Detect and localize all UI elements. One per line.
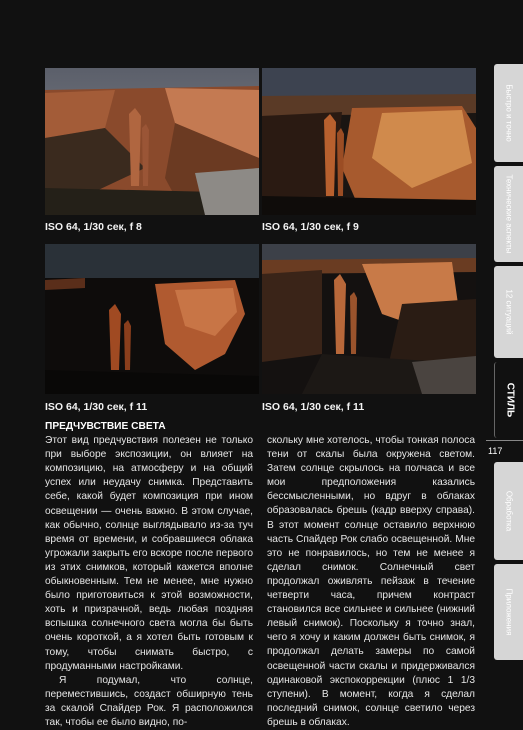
- article-column-right: [267, 434, 475, 730]
- photo-canyon-f8: [45, 68, 259, 215]
- tab-12-situatsiy[interactable]: [494, 266, 523, 358]
- article-paragraph: Я подумал, что солнце, переместившись, создаст обширную тень за скалой Спайдер Рок. Я расположился так, чтобы ее было видно, по-: [45, 674, 253, 728]
- photo-caption: ISO 64, 1/30 сек, f 8: [45, 221, 142, 233]
- tab-label: Обработка: [504, 490, 513, 532]
- article-paragraph: Этот вид предчувствия полезен не только при выборе экспозиции, он влияет на композицию, на атмосферу и на общий успех или неудачу снимка. Представить себе, какой будет композиция при ином освещении — очень важно. В этом случае, как обычно, солнце выглядывало из-за туч время от времени, и собравшиеся облака угрожали закрыть его вскоре после первого из этих снимков, который кажется вполне обыкновенным. Тем не менее, мне нужно было приготовиться к этой возможности, хоть и призрачной, ведь любая поздняя вспышка солнечного света могла бы быть очень короткой, а я хотел быть готовым к тому, чтобы снимать быстро, с продуманными настройками.: [45, 435, 253, 672]
- tab-obrabotka[interactable]: [494, 462, 523, 560]
- page-number: 117: [488, 446, 503, 456]
- tab-label: Технические аспекты: [504, 174, 513, 254]
- photo-caption: ISO 64, 1/30 сек, f 11: [45, 401, 148, 413]
- photo-canyon-f11-right: [262, 244, 476, 394]
- tab-label: 12 ситуаций: [504, 289, 513, 335]
- article-column-left: [45, 420, 253, 730]
- tab-label: Быстро и точно: [504, 84, 513, 142]
- photo-caption: ISO 64, 1/30 сек, f 9: [262, 221, 359, 233]
- photo-caption: ISO 64, 1/30 сек, f 11: [262, 401, 365, 413]
- tab-stil[interactable]: [494, 362, 523, 438]
- tab-bystro-i-tochno[interactable]: [494, 64, 523, 162]
- tab-label: СТИЛЬ: [504, 382, 515, 418]
- photo-canyon-f9: [262, 68, 476, 215]
- photo-canyon-f11-left: [45, 244, 259, 394]
- tab-prilozheniya[interactable]: [494, 564, 523, 660]
- article-heading: ПРЕДЧУВСТВИЕ СВЕТА: [45, 421, 166, 432]
- article-paragraph: скольку мне хотелось, чтобы тонкая полоса тени от скалы была окружена светом. Затем солнце скрылось на полчаса и все мои предположения казались бессмысленными, но вдруг в облаках образовалась брешь (кадр вверху справа). В этот момент солнце оставило верхнюю часть Спайдер Рок слабо освещенной. Мне это не понравилось, но тем не менее я сделал снимок. Солнечный свет продолжал оживлять пейзаж в течение четверти часа, причем контраст становился все сильнее и сильнее (нижний левый снимок). Поскольку я точно знал, чего я хочу и каким должен быть снимок, я продолжал делать замеры по самой освещенной части скалы и придерживался одинаковой экспокоррекции (плюс 1 1/3 ступени). В момент, когда я сделал последний снимок, солнце светило через брешь в облаках.: [267, 435, 475, 728]
- tab-label: Приложения: [504, 588, 513, 636]
- divider: [486, 440, 523, 441]
- tab-tekhnicheskie-aspekty[interactable]: [494, 166, 523, 262]
